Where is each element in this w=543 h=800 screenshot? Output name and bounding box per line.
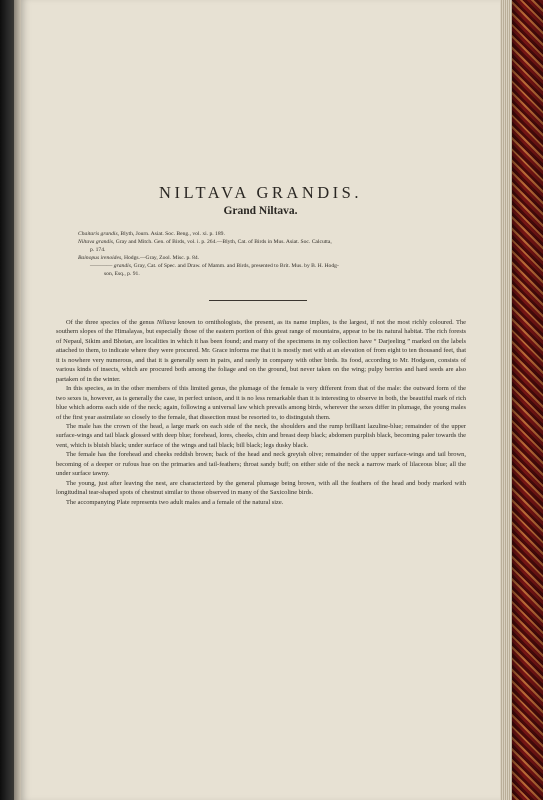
paragraph: Of the three species of the genus Niltava known to ornithologists, the present, as its name implies, is the largest, if not the most richly coloured. The southern slopes of the Himalayas, but especially those of the eastern portion of this great range of mountains, appear to be its natural habitat. The rich forests of Nepaul, Sikim and Bhotan, are localities in which it has been found; and many of the specimens in my collection have “ Darjeeling ” marked on the labels attached to them, to indicate where they were procured. Mr. Grace informs me that it is mostly met with at an elevation of from eight to ten thousand feet, that it is nowhere very numerous, and that it is generally seen in pairs, and rarely in company with other birds. Its food, according to Mr. Hodgson, consists of various kinds of insects, which are procured both among the foliage and on the ground, but never taken on the wing; pulpy berries and hard seeds are also partaken of in the winter. xyxy=(56,319,466,383)
paragraph: The accompanying Plate represents two adult males and a female of the natural size. xyxy=(66,498,284,506)
body-text xyxy=(56,318,466,507)
section-divider xyxy=(209,300,307,301)
synonym-continuation: son, Esq., p. 91. xyxy=(104,271,140,277)
binding-shading xyxy=(512,0,543,800)
page-stack-edge xyxy=(500,0,512,800)
paragraph: The female has the forehead and cheeks reddish brown; back of the head and neck greyish olive; remainder of the upper surface-wings and tail brown, becoming of a deeper or rufous hue on the primaries and tail-feathers; throat sandy buff; on either side of the neck a narrow mark of lilaceous blue; all the under surface tawny. xyxy=(56,451,466,478)
synonym-entry: Chaitaris grandis, Blyth, Journ. Asiat. Soc. Beng., vol. xi. p. 189. xyxy=(78,231,225,237)
left-book-edge xyxy=(0,0,14,800)
book-page xyxy=(21,0,500,800)
paragraph: The young, just after leaving the nest, are characterized by the general plumage being brown, with all the feathers of the head and body marked with longitudinal tear-shaped spots of chestnut similar to those observed in many of the Saxicoline birds. xyxy=(56,479,466,497)
page-content xyxy=(21,0,500,800)
synonym-entry: Bainopus irenoides, Hodgs.—Gray, Zool. Misc. p. 84. xyxy=(78,255,200,261)
paragraph: The male has the crown of the head, a large mark on each side of the neck, the shoulders and the rump brilliant lazuline-blue; remainder of the upper surface-wings and tail black glossed with deep blue; forehead, lores, cheeks, chin and breast deep black; abdomen purplish black, becoming paler towards the vent, which is bluish black; under surface of the wings and tail black; bill black; legs dusky black. xyxy=(56,422,466,449)
paragraph: In this species, as in the other members of this limited genus, the plumage of the female is very different from that of the male: the outward form of the two sexes is, however, as is generally the case, in perfect unison, and it is no less remarkable than it is interesting to observe in both, the beautiful mark of rich blue which adorns each side of the neck; again, following a universal law which prevails among birds, wherever the sexes differ in plumage, the young males of the first year assimilate so closely to the female, that dissection must be resorted to, to distinguish them. xyxy=(56,385,466,421)
synonym-entry: ———— grandis, Gray, Cat. of Spec. and Draw. of Mamm. and Birds, presented to Brit. Mus. by B. H. Hodg- xyxy=(90,263,339,269)
page-title: NILTAVA GRANDIS. xyxy=(159,183,362,202)
synonymy-list xyxy=(78,230,458,278)
page-subtitle: Grand Niltava. xyxy=(223,205,298,217)
facing-page-edge xyxy=(14,0,21,800)
synonym-entry: Niltava grandis, Gray and Mitch. Gen. of Birds, vol. i. p. 264.—Blyth, Cat. of Birds in Mus. Asiat. Soc. Calcutta, xyxy=(78,239,332,245)
synonym-continuation: p. 174. xyxy=(90,247,106,253)
